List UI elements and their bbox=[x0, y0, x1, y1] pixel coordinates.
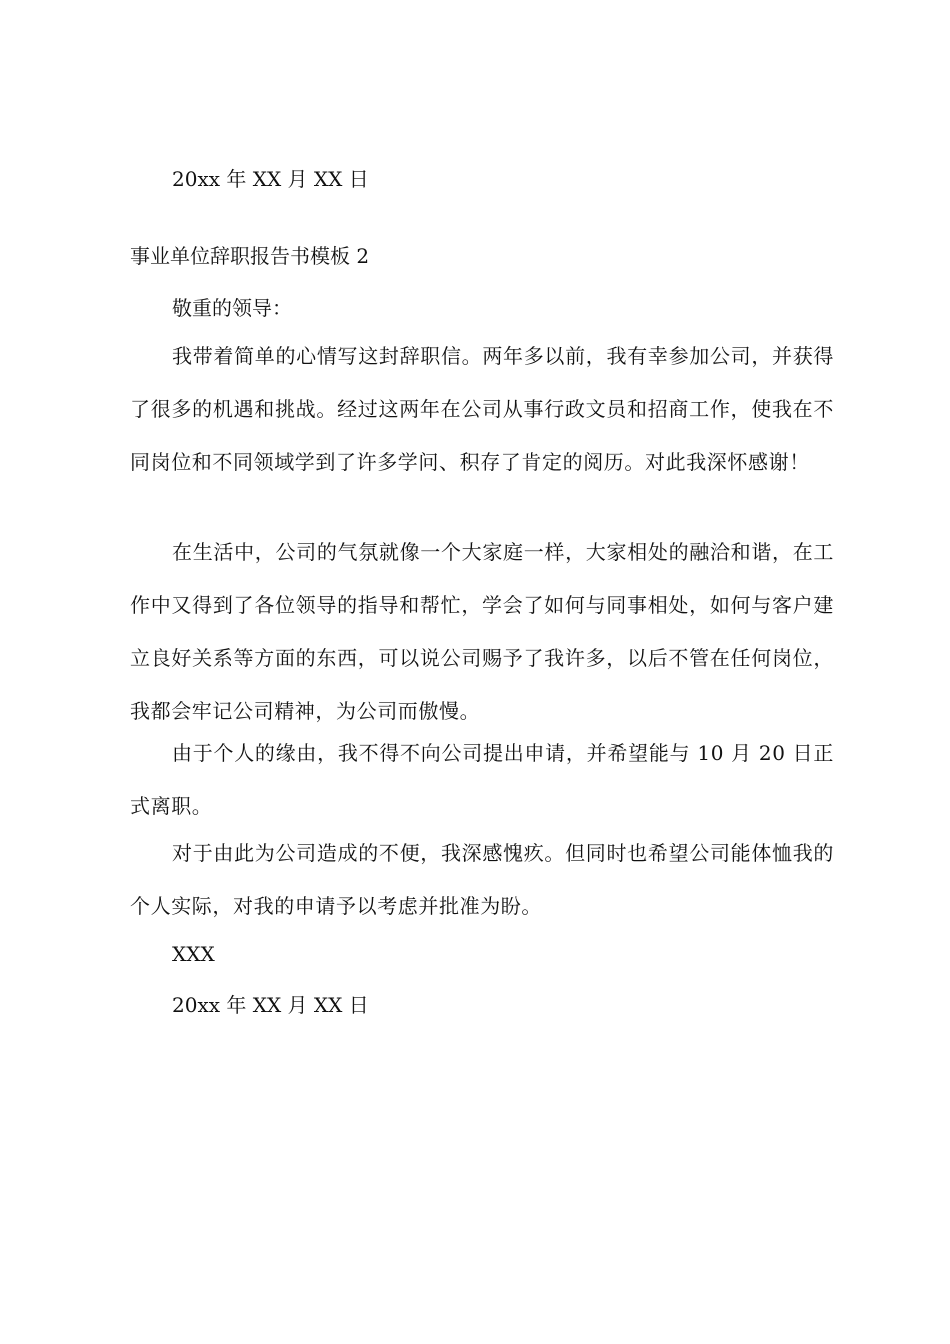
paragraph-3: 由于个人的缘由，我不得不向公司提出申请，并希望能与 10 月 20 日正式离职。 bbox=[130, 741, 834, 818]
paragraph-2: 在生活中，公司的气氛就像一个大家庭一样，大家相处的融洽和谐，在工作中又得到了各位领导的指导和帮忙，学会了如何与同事相处，如何与客户建立良好关系等方面的东西，可以说公司赐予了我许多，以后不管在任何岗位，我都会牢记公司精神，为公司而傲慢。 bbox=[130, 540, 834, 723]
salutation: 敬重的领导： bbox=[172, 296, 292, 320]
document-heading: 事业单位辞职报告书模板 2 bbox=[130, 244, 370, 268]
paragraph-1: 我带着简单的心情写这封辞职信。两年多以前，我有幸参加公司，并获得了很多的机遇和挑战。经过这两年在公司从事行政文员和招商工作，使我在不同岗位和不同领域学到了许多学问、积存了肯定的阅历。对此我深怀感谢！ bbox=[130, 344, 834, 474]
date-bottom: 20xx 年 XX 月 XX 日 bbox=[172, 993, 369, 1017]
signature: XXX bbox=[172, 942, 215, 966]
paragraph-4: 对于由此为公司造成的不便，我深感愧疚。但同时也希望公司能体恤我的个人实际，对我的申请予以考虑并批准为盼。 bbox=[130, 841, 834, 918]
date-top: 20xx 年 XX 月 XX 日 bbox=[172, 167, 369, 191]
